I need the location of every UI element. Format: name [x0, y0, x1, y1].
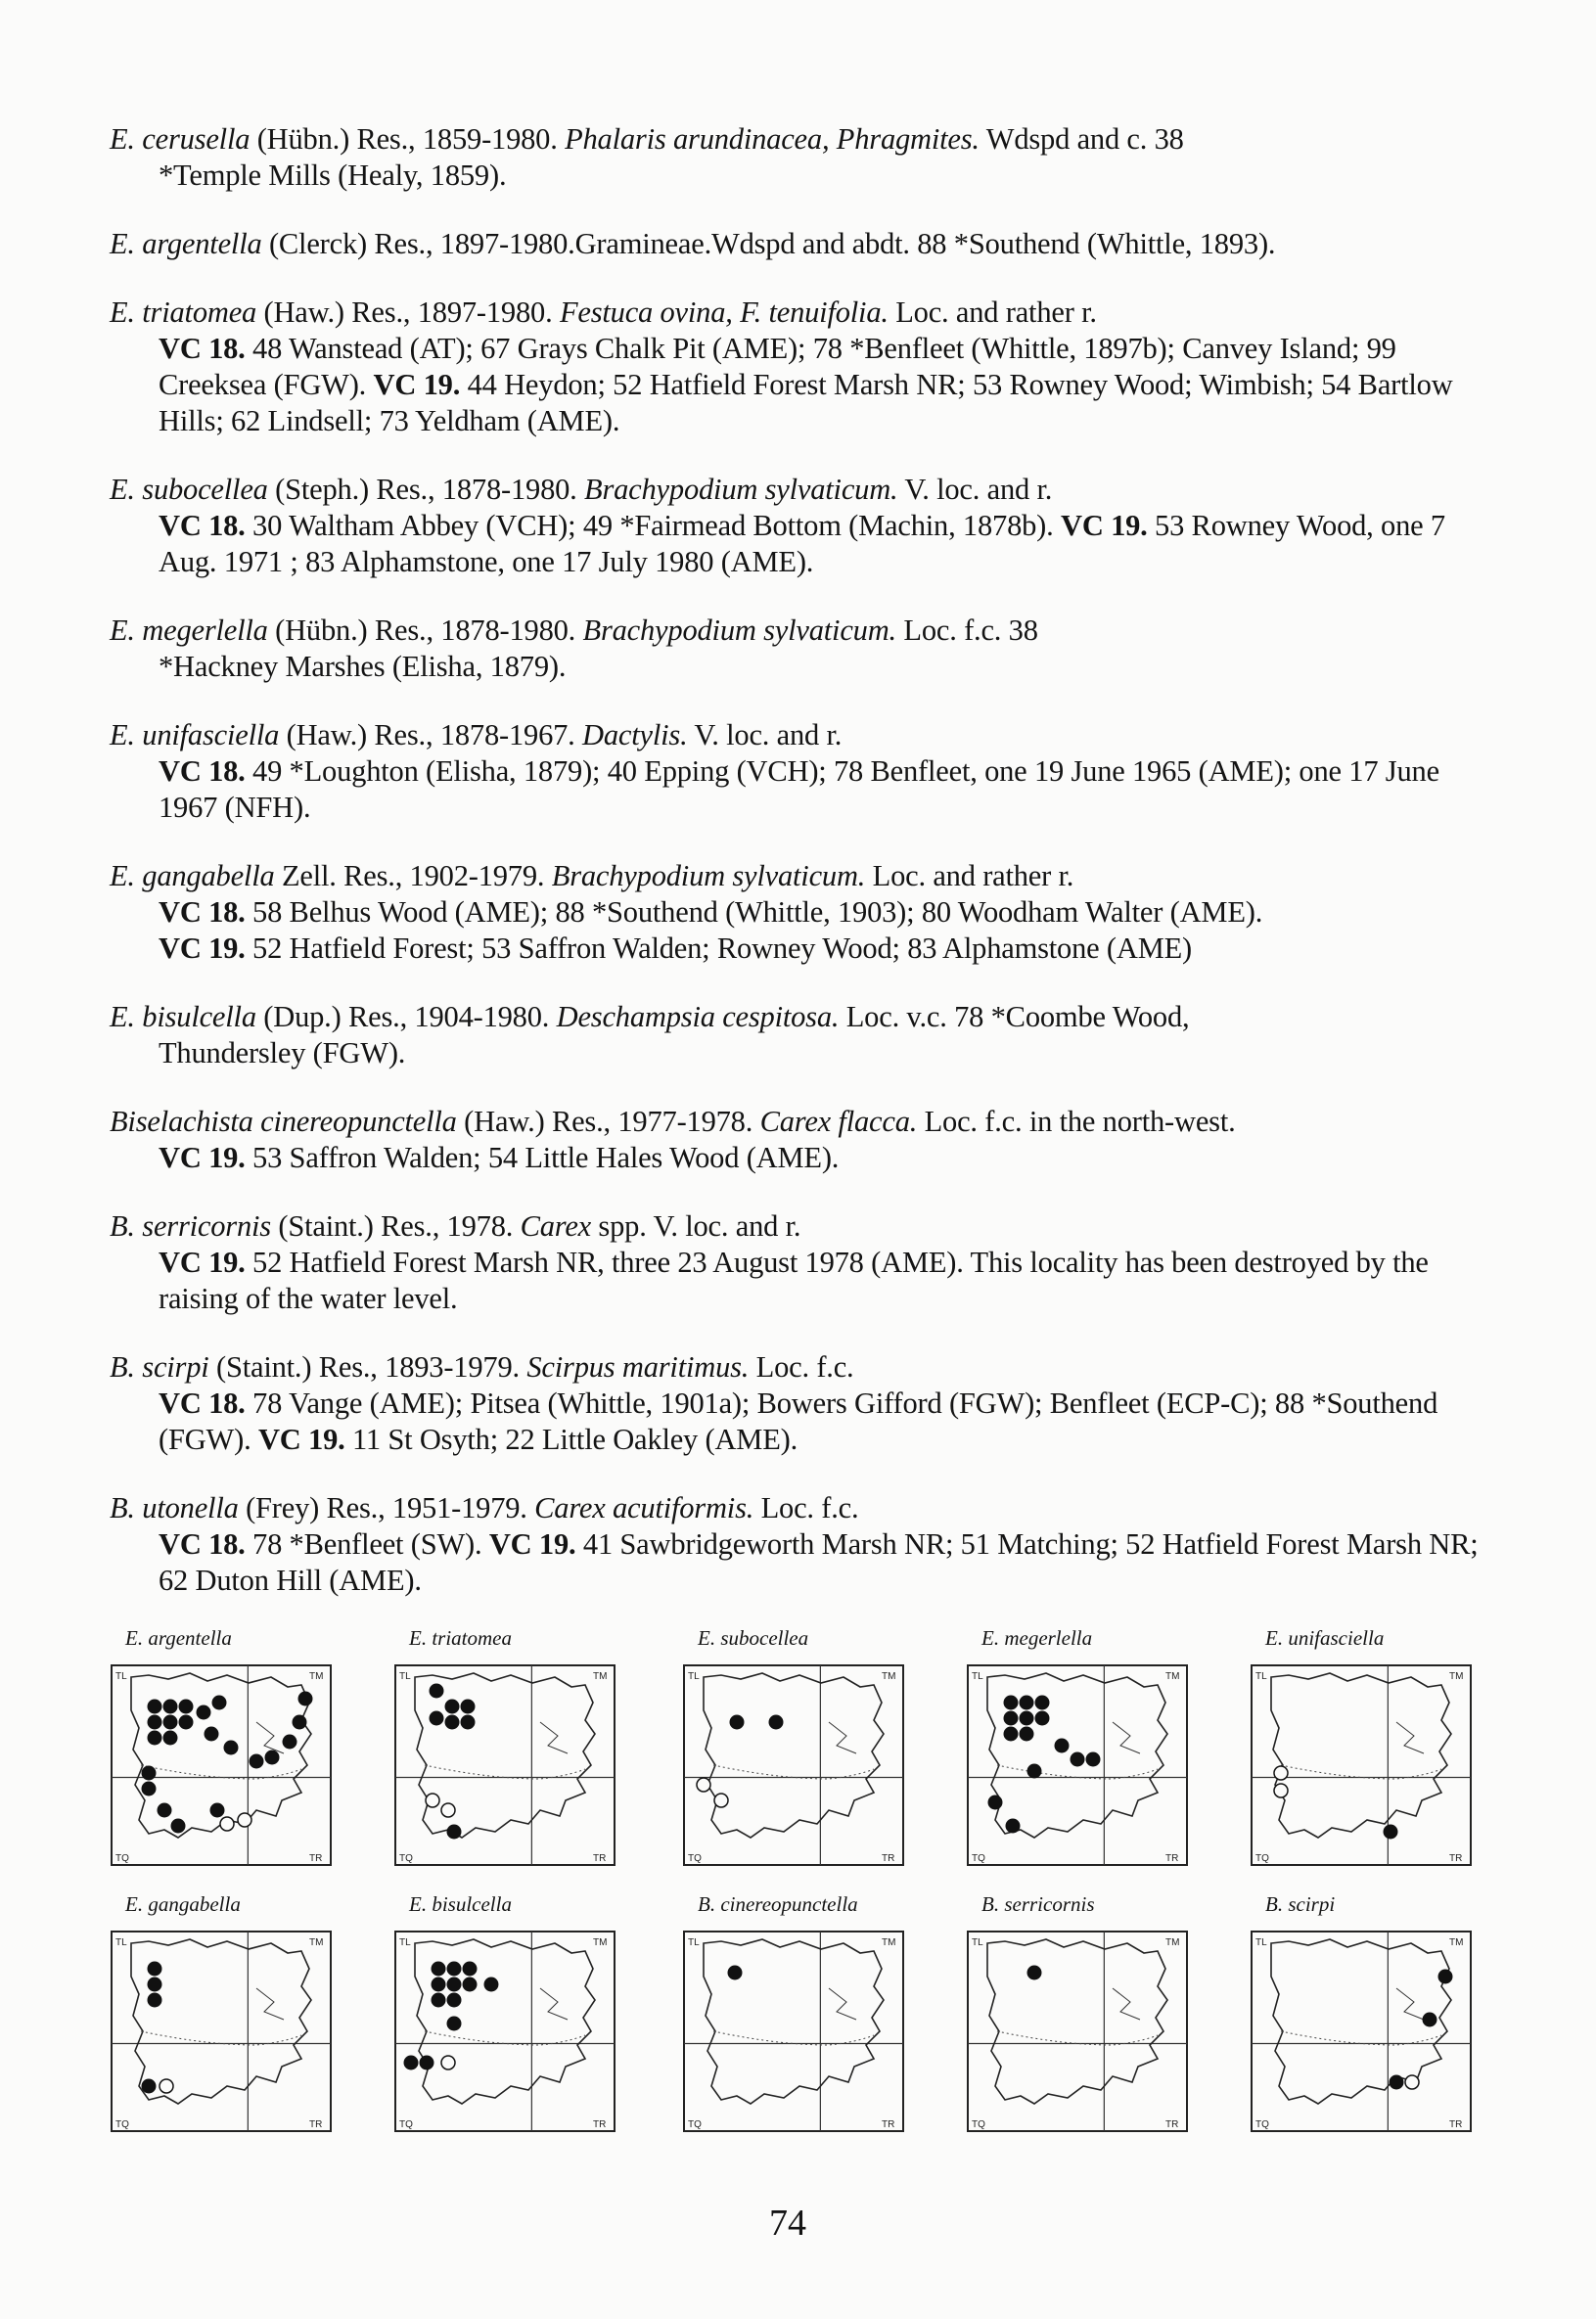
- foodplant: Scirpus maritimus.: [526, 1350, 750, 1384]
- species-heading: [110, 613, 1480, 649]
- species-heading: [110, 121, 1480, 158]
- grid-square-label: TL: [115, 1671, 127, 1682]
- map-title: E. unifasciella: [1265, 1626, 1385, 1650]
- grid-square-label: TM: [593, 1937, 608, 1948]
- record-dot-filled: [142, 1782, 157, 1796]
- species-entry: [110, 858, 1480, 967]
- foodplant: Brachypodium sylvaticum.: [584, 473, 898, 506]
- record-dot-filled: [461, 1715, 476, 1730]
- record-dot-open: [426, 1794, 439, 1807]
- record-dot-filled: [163, 1700, 178, 1714]
- grid-square-label: TL: [399, 1671, 411, 1682]
- foodplant: Carex flacca.: [759, 1105, 918, 1138]
- status-years: (Hübn.) Res., 1878-1980.: [267, 614, 583, 647]
- grid-square-label: TQ: [1255, 1853, 1269, 1864]
- county-map: [110, 1930, 333, 2133]
- record-text: 58 Belhus Wood (AME); 88 *Southend (Whittle, 1903); 80 Woodham Walter (AME).: [245, 895, 1263, 929]
- species-name: E. gangabella: [110, 859, 275, 892]
- distribution-map: [1250, 1892, 1484, 2157]
- map-frame: [1252, 1932, 1471, 2131]
- record-dot-filled: [484, 1978, 499, 1992]
- river-line: [1396, 1722, 1424, 1753]
- grid-square-label: TM: [1449, 1937, 1464, 1948]
- grid-square-label: TL: [972, 1671, 983, 1682]
- record-dot-filled: [1006, 1819, 1021, 1834]
- map-title: E. megerlella: [981, 1626, 1093, 1650]
- species-entry: [110, 1104, 1480, 1176]
- grid-square-label: TL: [688, 1937, 700, 1948]
- page-number: 74: [769, 2203, 806, 2244]
- record-dot-filled: [447, 1962, 462, 1977]
- record-dot-filled: [210, 1803, 225, 1818]
- status-text: Loc. and rather r.: [888, 296, 1097, 329]
- record-dot-filled: [1390, 2075, 1404, 2090]
- species-heading: [110, 858, 1480, 894]
- record-dot-open: [1274, 1766, 1288, 1780]
- grid-square-label: TL: [972, 1937, 983, 1948]
- map-frame: [112, 1932, 331, 2131]
- map-frame: [684, 1665, 903, 1865]
- record-line: [110, 331, 1480, 439]
- grid-square-label: TM: [882, 1671, 896, 1682]
- river-line: [829, 1722, 856, 1753]
- record-dot-filled: [1004, 1727, 1019, 1742]
- species-name: E. cerusella: [110, 122, 251, 156]
- record-text: 53 Rowney Wood, one 7 Aug. 1971 ; 83 Alphamstone, one 17 July 1980 (AME).: [159, 509, 1445, 578]
- status-text: Loc. f.c.: [753, 1491, 859, 1524]
- record-dot-filled: [1020, 1727, 1034, 1742]
- record-text: Thundersley (FGW).: [159, 1036, 406, 1069]
- foodplant: Festuca ovina, F. tenuifolia.: [559, 296, 889, 329]
- status-years: (Dup.) Res., 1904-1980.: [255, 1000, 557, 1033]
- record-dot-filled: [224, 1741, 239, 1755]
- record-dot-filled: [148, 1715, 162, 1730]
- distribution-map: [966, 1892, 1201, 2157]
- river-line: [540, 1988, 568, 2020]
- grid-square-label: TL: [688, 1671, 700, 1682]
- vice-county-label: VC 18.: [159, 1387, 246, 1420]
- status-years: (Clerck) Res., 1897-1980.: [261, 227, 575, 260]
- status-years: (Hübn.) Res., 1859-1980.: [250, 122, 566, 156]
- record-line: [110, 1245, 1480, 1317]
- record-text: 52 Hatfield Forest Marsh NR, three 23 August 1978 (AME). This locality has been destroyed by the raising of the water level.: [159, 1246, 1429, 1315]
- record-dot-filled: [1027, 1966, 1042, 1980]
- species-heading: [110, 226, 1480, 262]
- record-dot-filled: [283, 1735, 297, 1750]
- record-dot-open: [441, 1803, 455, 1817]
- distribution-map: [966, 1626, 1201, 1890]
- record-dot-filled: [1004, 1696, 1019, 1710]
- status-text: V. loc. and r.: [897, 473, 1053, 506]
- record-dot-filled: [1055, 1739, 1070, 1753]
- grid-square-label: TQ: [688, 2119, 702, 2130]
- foodplant: Carex acutiformis.: [534, 1491, 754, 1524]
- record-line: [110, 894, 1480, 931]
- grid-square-label: TQ: [399, 1853, 413, 1864]
- record-dot-open: [238, 1813, 251, 1827]
- species-name: E. triatomea: [110, 296, 257, 329]
- species-name: E. unifasciella: [110, 718, 280, 751]
- grid-square-label: TQ: [1255, 2119, 1269, 2130]
- record-line: [110, 1035, 1480, 1071]
- county-outline: [704, 1939, 884, 2104]
- map-title: E. gangabella: [125, 1892, 241, 1916]
- grid-square-label: TM: [1165, 1671, 1180, 1682]
- vice-county-label: VC 19.: [257, 1423, 345, 1456]
- species-entry: [110, 1349, 1480, 1458]
- map-title: E. subocellea: [698, 1626, 809, 1650]
- vice-county-label: VC 19.: [1061, 509, 1148, 542]
- grid-square-label: TM: [593, 1671, 608, 1682]
- record-dot-filled: [1027, 1764, 1042, 1779]
- record-dot-filled: [205, 1727, 219, 1742]
- vice-county-label: VC 18.: [159, 754, 246, 788]
- record-dot-filled: [179, 1715, 194, 1730]
- record-dot-filled: [1020, 1711, 1034, 1726]
- foodplant: Dactylis.: [582, 718, 688, 751]
- grid-square-label: TM: [309, 1671, 324, 1682]
- map-frame: [395, 1665, 615, 1865]
- river-line: [540, 1722, 568, 1753]
- record-dot-filled: [265, 1751, 280, 1765]
- record-dot-filled: [148, 1700, 162, 1714]
- county-outline: [704, 1673, 884, 1838]
- vice-county-label: VC 19.: [373, 368, 461, 401]
- species-entry: [110, 717, 1480, 826]
- record-dot-filled: [179, 1700, 194, 1714]
- record-text: 30 Waltham Abbey (VCH); 49 *Fairmead Bottom (Machin, 1878b).: [245, 509, 1061, 542]
- record-dot-filled: [447, 1993, 462, 2008]
- county-map: [393, 1930, 616, 2133]
- record-dot-filled: [1423, 2013, 1437, 2027]
- grid-square-label: TQ: [972, 2119, 985, 2130]
- record-dot-filled: [163, 1731, 178, 1746]
- record-dot-filled: [404, 2056, 419, 2070]
- map-frame: [968, 1932, 1187, 2131]
- status-years: (Haw.) Res., 1878-1967.: [279, 718, 583, 751]
- record-text: 41 Sawbridgeworth Marsh NR; 51 Matching; 52 Hatfield Forest Marsh NR; 62 Duton Hill (AME).: [159, 1527, 1479, 1597]
- record-dot-filled: [445, 1700, 460, 1714]
- distribution-map: [110, 1626, 344, 1890]
- species-heading: [110, 999, 1480, 1035]
- river-line: [1113, 1722, 1140, 1753]
- county-outline: [987, 1939, 1167, 2104]
- status-years: Zell. Res., 1902-1979.: [274, 859, 552, 892]
- record-dot-filled: [163, 1715, 178, 1730]
- record-dot-filled: [298, 1692, 313, 1706]
- record-dot-filled: [1035, 1696, 1050, 1710]
- species-name: E. bisulcella: [110, 1000, 256, 1033]
- record-dot-filled: [1020, 1696, 1034, 1710]
- distribution-maps: [110, 1626, 1480, 2135]
- record-dot-filled: [447, 1825, 462, 1840]
- record-dot-filled: [730, 1715, 745, 1730]
- status-years: (Frey) Res., 1951-1979.: [238, 1491, 535, 1524]
- record-dot-filled: [461, 1700, 476, 1714]
- map-title: B. cinereopunctella: [698, 1892, 858, 1916]
- record-text: 78 Vange (AME); Pitsea (Whittle, 1901a); Bowers Gifford (FGW); Benfleet (ECP-C); 88 *Southend (FGW).: [159, 1387, 1438, 1456]
- record-dot-open: [697, 1778, 710, 1792]
- grid-square-label: TM: [1165, 1937, 1180, 1948]
- distribution-map: [110, 1892, 344, 2157]
- map-title: E. triatomea: [409, 1626, 512, 1650]
- record-dot-filled: [1004, 1711, 1019, 1726]
- record-dot-filled: [293, 1715, 307, 1730]
- grid-square-label: TM: [1449, 1671, 1464, 1682]
- county-map: [1250, 1930, 1473, 2133]
- status-text: Loc. f.c.: [749, 1350, 854, 1384]
- record-dot-filled: [142, 1766, 157, 1781]
- status-years: (Haw.) Res., 1977-1978.: [456, 1105, 760, 1138]
- record-dot-filled: [142, 2079, 157, 2094]
- county-map: [682, 1663, 905, 1867]
- record-dot-filled: [447, 2017, 462, 2031]
- species-name: E. argentella: [110, 227, 262, 260]
- record-dot-filled: [171, 1819, 186, 1834]
- distribution-map: [393, 1892, 628, 2157]
- river-line: [1396, 1988, 1424, 2020]
- species-name: E. subocellea: [110, 473, 268, 506]
- map-title: B. serricornis: [981, 1892, 1095, 1916]
- species-heading: [110, 1490, 1480, 1526]
- species-heading: [110, 717, 1480, 753]
- record-dot-filled: [447, 1978, 462, 1992]
- record-dot-filled: [432, 1993, 446, 2008]
- species-entry: [110, 1490, 1480, 1599]
- species-heading: [110, 1208, 1480, 1245]
- record-text: 44 Heydon; 52 Hatfield Forest Marsh NR; 53 Rowney Wood; Wimbish; 54 Bartlow Hills; 62 Lindsell; 73 Yeldham (AME).: [159, 368, 1453, 437]
- record-line: [110, 508, 1480, 580]
- distribution-map: [1250, 1626, 1484, 1890]
- grid-square-label: TM: [882, 1937, 896, 1948]
- record-dot-filled: [445, 1715, 460, 1730]
- record-line: [110, 931, 1480, 967]
- grid-square-label: TR: [309, 1853, 323, 1864]
- record-dot-filled: [148, 1962, 162, 1977]
- record-dot-open: [714, 1794, 728, 1807]
- record-dot-filled: [1086, 1752, 1101, 1767]
- grid-square-label: TL: [115, 1937, 127, 1948]
- record-dot-filled: [988, 1796, 1003, 1810]
- grid-square-label: TQ: [115, 1853, 129, 1864]
- vice-county-label: VC 19.: [159, 1246, 246, 1279]
- status-years: (Haw.) Res., 1897-1980.: [256, 296, 560, 329]
- river-line: [256, 1722, 284, 1753]
- foodplant: Phalaris arundinacea, Phragmites.: [565, 122, 980, 156]
- species-heading: [110, 1349, 1480, 1386]
- county-map: [1250, 1663, 1473, 1867]
- vice-county-label: VC 18.: [159, 332, 246, 365]
- grid-square-label: TR: [1165, 1853, 1179, 1864]
- vice-county-label: VC 18.: [159, 1527, 246, 1561]
- county-outline: [1271, 1673, 1451, 1838]
- record-text: *Temple Mills (Healy, 1859).: [159, 159, 507, 192]
- vice-county-label: VC 18.: [159, 895, 246, 929]
- status-years: (Staint.) Res., 1978.: [270, 1209, 521, 1243]
- record-line: [110, 753, 1480, 826]
- vice-county-label: VC 19.: [488, 1527, 576, 1561]
- species-entry: [110, 1208, 1480, 1317]
- record-dot-filled: [1384, 1825, 1398, 1840]
- status-text: Loc. f.c. in the north-west.: [917, 1105, 1236, 1138]
- species-entry: [110, 295, 1480, 439]
- record-dot-filled: [463, 1978, 478, 1992]
- river-line: [1113, 1988, 1140, 2020]
- record-dot-open: [1405, 2075, 1419, 2089]
- record-text: 53 Saffron Walden; 54 Little Hales Wood (AME).: [245, 1141, 840, 1174]
- species-entry: [110, 999, 1480, 1071]
- record-line: [110, 1386, 1480, 1458]
- map-title: E. bisulcella: [409, 1892, 512, 1916]
- record-text: *Hackney Marshes (Elisha, 1879).: [159, 650, 567, 683]
- grid-square-label: TR: [1449, 1853, 1463, 1864]
- vice-county-label: VC 18.: [159, 509, 246, 542]
- record-dot-filled: [148, 1731, 162, 1746]
- record-text: 48 Wanstead (AT); 67 Grays Chalk Pit (AME); 78 *Benfleet (Whittle, 1897b); Canvey Island; 99 Creeksea (FGW).: [159, 332, 1396, 401]
- record-text: 52 Hatfield Forest; 53 Saffron Walden; Rowney Wood; 83 Alphamstone (AME): [245, 932, 1192, 965]
- record-dot-open: [160, 2079, 173, 2093]
- record-dot-filled: [212, 1696, 227, 1710]
- record-dot-filled: [148, 1993, 162, 2008]
- species-heading: [110, 1104, 1480, 1140]
- status-text: Wdspd and c. 38: [979, 122, 1184, 156]
- foodplant: Carex: [520, 1209, 591, 1243]
- record-dot-filled: [1438, 1970, 1453, 1984]
- record-dot-open: [220, 1817, 234, 1831]
- county-map: [110, 1663, 333, 1867]
- species-heading: [110, 472, 1480, 508]
- record-line: [110, 1526, 1480, 1599]
- species-entry: [110, 226, 1480, 262]
- grid-square-label: TL: [1255, 1671, 1267, 1682]
- status-text: Loc. v.c. 78 *Coombe Wood,: [839, 1000, 1190, 1033]
- map-frame: [395, 1932, 615, 2131]
- grid-square-label: TR: [1449, 2119, 1463, 2130]
- record-dot-filled: [432, 1978, 446, 1992]
- status-text: Gramineae.Wdspd and abdt. 88 *Southend (Whittle, 1893).: [574, 227, 1276, 260]
- record-dot-filled: [1035, 1711, 1050, 1726]
- status-text: Loc. f.c. 38: [895, 614, 1038, 647]
- record-dot-filled: [430, 1684, 444, 1699]
- grid-square-label: TR: [593, 1853, 607, 1864]
- record-dot-filled: [432, 1962, 446, 1977]
- grid-square-label: TM: [309, 1937, 324, 1948]
- status-text: Loc. and rather r.: [865, 859, 1074, 892]
- record-line: [110, 1140, 1480, 1176]
- record-dot-filled: [463, 1962, 478, 1977]
- record-line: [110, 649, 1480, 685]
- species-entry: [110, 613, 1480, 685]
- species-accounts: [110, 121, 1480, 1631]
- grid-square-label: TQ: [972, 1853, 985, 1864]
- species-name: E. megerlella: [110, 614, 268, 647]
- species-name: B. utonella: [110, 1491, 239, 1524]
- county-map: [393, 1663, 616, 1867]
- record-dot-filled: [420, 2056, 434, 2070]
- record-dot-filled: [430, 1711, 444, 1726]
- species-entry: [110, 472, 1480, 580]
- grid-square-label: TQ: [399, 2119, 413, 2130]
- species-name: B. scirpi: [110, 1350, 209, 1384]
- river-line: [256, 1988, 284, 2020]
- record-line: [110, 158, 1480, 194]
- foodplant: Brachypodium sylvaticum.: [582, 614, 896, 647]
- grid-square-label: TR: [593, 2119, 607, 2130]
- river-line: [829, 1988, 856, 2020]
- foodplant: Brachypodium sylvaticum.: [551, 859, 866, 892]
- grid-square-label: TR: [882, 2119, 895, 2130]
- grid-square-label: TQ: [688, 1853, 702, 1864]
- map-title: B. scirpi: [1265, 1892, 1336, 1916]
- record-dot-filled: [250, 1754, 264, 1769]
- grid-square-label: TR: [309, 2119, 323, 2130]
- vice-county-label: VC 19.: [159, 1141, 246, 1174]
- species-entry: [110, 121, 1480, 194]
- status-years: (Steph.) Res., 1878-1980.: [267, 473, 585, 506]
- grid-square-label: TR: [882, 1853, 895, 1864]
- record-dot-filled: [1071, 1752, 1085, 1767]
- record-dot-open: [441, 2056, 455, 2069]
- record-dot-filled: [148, 1978, 162, 1992]
- status-text: spp. V. loc. and r.: [591, 1209, 801, 1243]
- grid-square-label: TQ: [115, 2119, 129, 2130]
- record-dot-filled: [158, 1803, 172, 1818]
- map-frame: [112, 1665, 331, 1865]
- county-map: [966, 1663, 1189, 1867]
- distribution-map: [682, 1626, 917, 1890]
- county-map: [682, 1930, 905, 2133]
- map-title: E. argentella: [125, 1626, 232, 1650]
- vice-county-label: VC 19.: [159, 932, 246, 965]
- record-text: 49 *Loughton (Elisha, 1879); 40 Epping (VCH); 78 Benfleet, one 19 June 1965 (AME); one 17 June 1967 (NFH).: [159, 754, 1439, 824]
- record-text: 78 *Benfleet (SW).: [245, 1527, 489, 1561]
- foodplant: Deschampsia cespitosa.: [556, 1000, 840, 1033]
- county-map: [966, 1930, 1189, 2133]
- record-dot-filled: [728, 1966, 743, 1980]
- species-name: B. serricornis: [110, 1209, 271, 1243]
- record-dot-filled: [197, 1705, 211, 1720]
- grid-square-label: TL: [1255, 1937, 1267, 1948]
- map-frame: [684, 1932, 903, 2131]
- grid-square-label: TR: [1165, 2119, 1179, 2130]
- status-text: V. loc. and r.: [687, 718, 843, 751]
- record-text: 11 St Osyth; 22 Little Oakley (AME).: [344, 1423, 798, 1456]
- map-frame: [1252, 1665, 1471, 1865]
- distribution-map: [682, 1892, 917, 2157]
- species-name: Biselachista cinereopunctella: [110, 1105, 457, 1138]
- grid-square-label: TL: [399, 1937, 411, 1948]
- record-dot-filled: [769, 1715, 784, 1730]
- record-dot-open: [1274, 1784, 1288, 1797]
- status-years: (Staint.) Res., 1893-1979.: [208, 1350, 527, 1384]
- species-heading: [110, 295, 1480, 331]
- distribution-map: [393, 1626, 628, 1890]
